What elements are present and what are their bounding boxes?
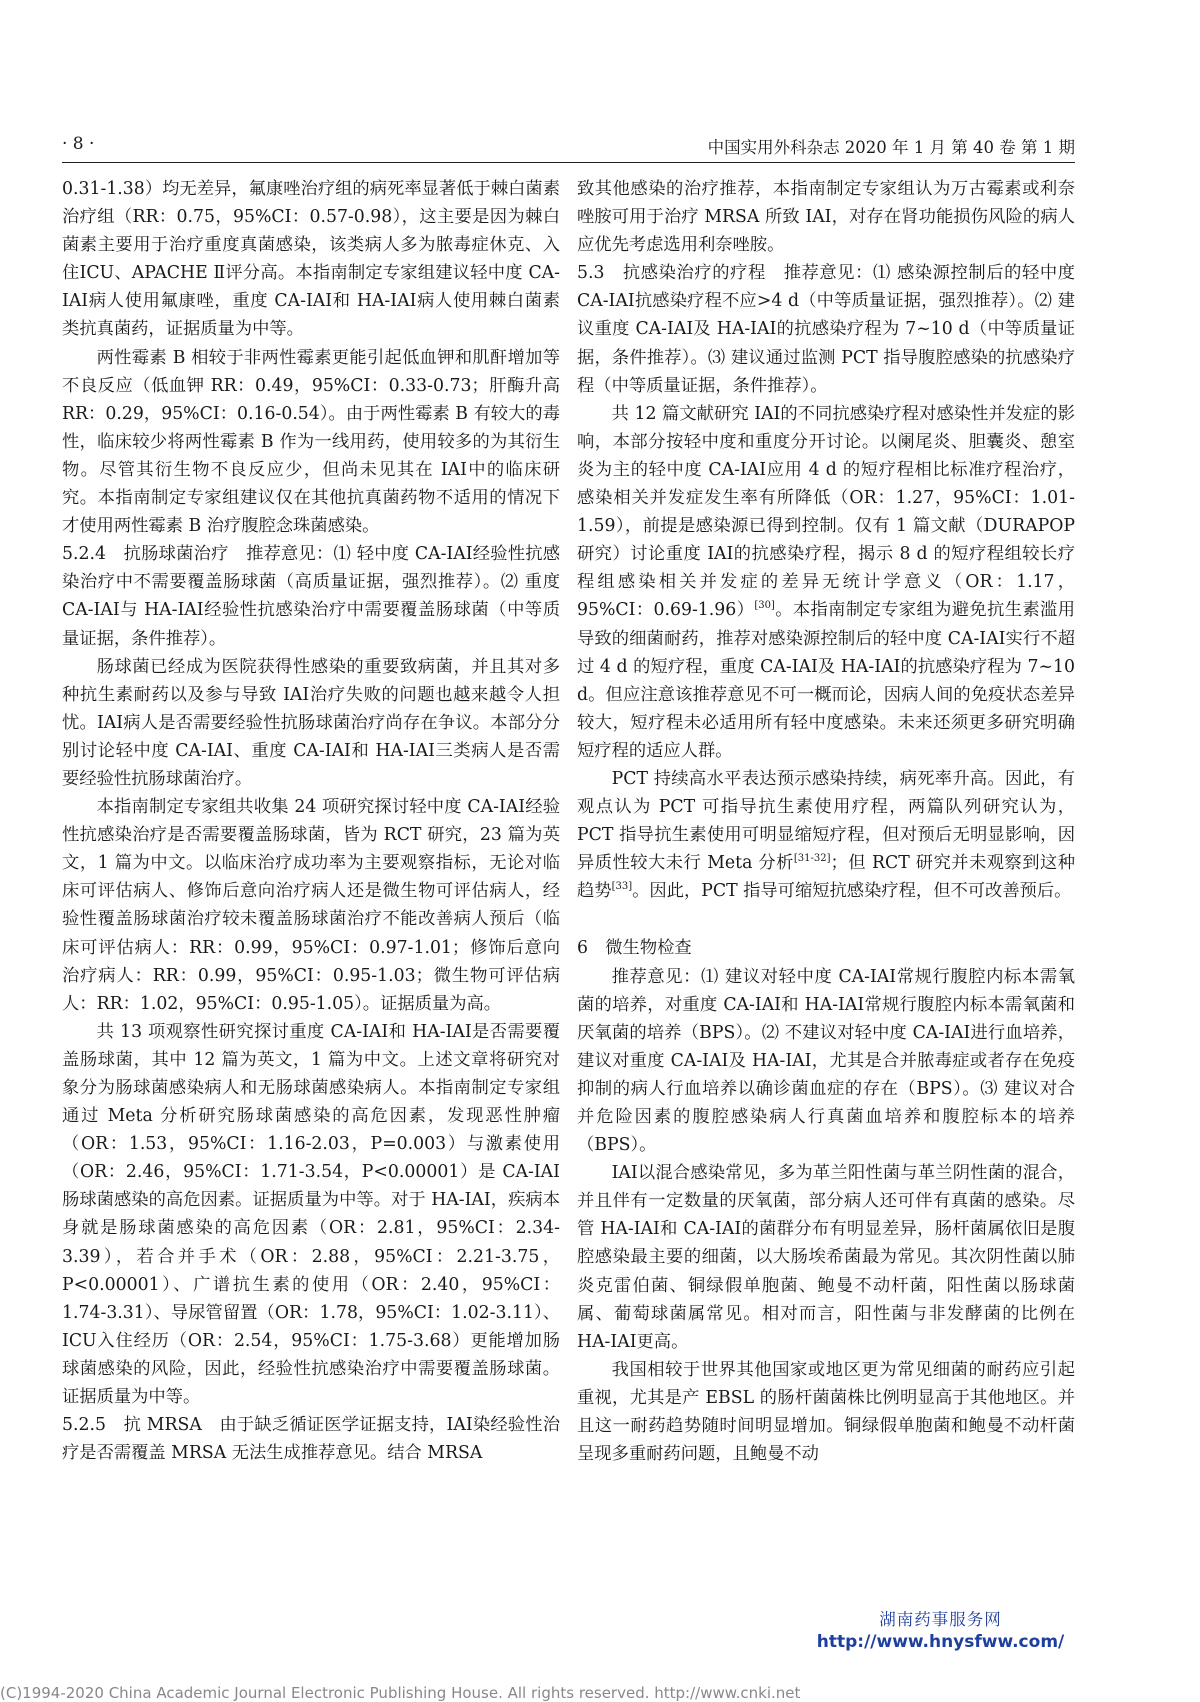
paragraph-amphotericin: 两性霉素 B 相较于非两性霉素更能引起低血钾和肌酐增加等不良反应（低血钾 RR：0.49，95%CI：0.33-0.73；肝酶升高 RR：0.29，95%CI：0.16-0.54）。由于两性霉素 B 有较大的毒性，临床较少将两性霉素 B 作为一线用药，使用较多的为其衍生物。尽管其衍生物不良反应少，但尚未见其在 IAI中的临床研究。本指南制定专家组建议仅在其他抗真菌药物不适用的情况下才使用两性霉素 B 治疗腹腔念珠菌感染。 xyxy=(62,347,560,537)
paragraph-course-duration-text-2: 。本指南制定专家组为避免抗生素滥用导致的细菌耐药，推荐对感染源控制后的轻中度 CA-IAI实行不超过 4 d 的短疗程，重度 CA-IAI及 HA-IAI的抗感染疗程为 7~10 d。但应注意该推荐意见不可一概而论，因病人间的免疫状态差异较大，短疗程未必适用所有轻中度感染。未来还须更多研究明确短疗程的适应人群。 xyxy=(577,600,1075,761)
section-5-3-recommendation: 5.3 抗感染治疗的疗程 推荐意见：⑴ 感染源控制后的轻中度 CA-IAI抗感染疗程不应>4 d（中等质量证据，强烈推荐）。⑵ 建议重度 CA-IAI及 HA-IAI的抗感染疗程为 7~10 d（中等质量证据，条件推荐）。⑶ 建议通过监测 PCT 指导腹腔感染的抗感染疗程（中等质量证据，条件推荐）。 xyxy=(577,263,1075,396)
paragraph-mild-ca-iai-evidence: 本指南制定专家组共收集 24 项研究探讨轻中度 CA-IAI经验性抗感染治疗是否需要覆盖肠球菌，皆为 RCT 研究，23 篇为英文，1 篇为中文。以临床治疗成功率为主要观察指标，无论对临床可评估病人、修饰后意向治疗病人还是微生物可评估病人，经验性覆盖肠球菌治疗较未覆盖肠球菌治疗不能改善病人预后（临床可评估病人：RR：0.99，95%CI：0.97-1.01；修饰后意向治疗病人：RR：0.99，95%CI：0.95-1.03；微生物可评估病人：RR：1.02，95%CI：0.95-1.05）。证据质量为高。 xyxy=(62,797,560,1014)
section-5-2-5-mrsa: 5.2.5 抗 MRSA 由于缺乏循证医学证据支持，IAI染经验性治疗是否需覆盖 MRSA 无法生成推荐意见。结合 MRSA xyxy=(62,1415,560,1464)
paragraph-course-duration xyxy=(577,400,1075,765)
page-number: · 8 · xyxy=(62,134,95,154)
paragraph-resistance: 我国相较于世界其他国家或地区更为常见细菌的耐药应引起重视，尤其是产 EBSL 的肠杆菌菌株比例明显高于其他地区。并且这一耐药趋势随时间明显增加。铜绿假单胞菌和鲍曼不动杆菌呈现多重耐药问题，且鲍曼不动 xyxy=(577,1359,1075,1465)
citation-30: [30] xyxy=(754,600,775,612)
citation-31-32: [31-32] xyxy=(793,853,831,865)
footer-copyright: (C)1994-2020 China Academic Journal Electronic Publishing House. All rights reserved. http://www.cnki.net xyxy=(0,1684,801,1702)
site-watermark xyxy=(808,1609,1073,1653)
journal-citation: 中国实用外科杂志 2020 年 1 月 第 40 卷 第 1 期 xyxy=(707,138,1075,157)
running-header xyxy=(62,128,1075,163)
paragraph-continuation: 0.31-1.38）均无差异，氟康唑治疗组的病死率显著低于棘白菌素治疗组（RR：0.75，95%CI：0.57-0.98），这主要是因为棘白菌素主要用于治疗重度真菌感染，该类病人多为脓毒症休克、入住ICU、APACHE Ⅱ评分高。本指南制定专家组建议轻中度 CA-IAI病人使用氟康唑，重度 CA-IAI和 HA-IAI病人使用棘白菌素类抗真菌药，证据质量为中等。 xyxy=(62,179,560,340)
right-column xyxy=(577,175,1075,1468)
paragraph-mixed-infection: IAI以混合感染常见，多为革兰阳性菌与革兰阴性菌的混合，并且伴有一定数量的厌氧菌，部分病人还可伴有真菌的感染。尽管 HA-IAI和 CA-IAI的菌群分布有明显差异，肠杆菌属依旧是腹腔感染最主要的细菌，以大肠埃希菌最为常见。其次阴性菌以肺炎克雷伯菌、铜绿假单胞菌、鲍曼不动杆菌，阳性菌以肠球菌属、葡萄球菌属常见。相对而言，阳性菌与非发酵菌的比例在 HA-IAI更高。 xyxy=(577,1163,1075,1352)
watermark-name: 湖南药事服务网 xyxy=(879,1610,1002,1629)
section-6-heading: 6 微生物检查 xyxy=(577,938,692,959)
citation-33: [33] xyxy=(611,881,633,893)
paragraph-pct-text-3: 。因此，PCT 指导可缩短抗感染疗程，但不可改善预后。 xyxy=(632,881,1072,902)
paragraph-pct-text-2: ；但 RCT 研究并未观察到这种趋势 xyxy=(577,853,1076,902)
left-column xyxy=(62,175,560,1467)
section-5-2-4-recommendation: 5.2.4 抗肠球菌治疗 推荐意见：⑴ 轻中度 CA-IAI经验性抗感染治疗中不需要覆盖肠球菌（高质量证据，强烈推荐）。⑵ 重度 CA-IAI与 HA-IAI经验性抗感染治疗中需要覆盖肠球菌（中等质量证据，条件推荐）。 xyxy=(62,544,560,649)
paragraph-pct xyxy=(577,765,1075,905)
paragraph-enterococcus-intro: 肠球菌已经成为医院获得性感染的重要致病菌，并且其对多种抗生素耐药以及参与导致 IAI治疗失败的问题也越来越令人担忧。IAI病人是否需要经验性抗肠球菌治疗尚存在争议。本部分分别讨论轻中度 CA-IAI、重度 CA-IAI和 HA-IAI三类病人是否需要经验性抗肠球菌治疗。 xyxy=(62,656,560,789)
paragraph-severe-ca-iai-evidence: 共 13 项观察性研究探讨重度 CA-IAI和 HA-IAI是否需要覆盖肠球菌，其中 12 篇为英文，1 篇为中文。上述文章将研究对象分为肠球菌感染病人和无肠球菌感染病人。本指南制定专家组通过 Meta 分析研究肠球菌感染的高危因素，发现恶性肿瘤（OR：1.53，95%CI：1.16-2.03，P=0.003）与激素使用（OR：2.46，95%CI：1.71-3.54，P<0.00001）是 CA-IAI肠球菌感染的高危因素。证据质量为中等。对于 HA-IAI，疾病本身就是肠球菌感染的高危因素（OR：2.81，95%CI：2.34-3.39），若合并手术（OR：2.88，95%CI：2.21-3.75，P<0.00001）、广谱抗生素的使用（OR：2.40，95%CI：1.74-3.31）、导尿管留置（OR：1.78，95%CI：1.02-3.11）、ICU入住经历（OR：2.54，95%CI：1.75-3.68）更能增加肠球菌感染的风险，因此，经验性抗感染治疗中需要覆盖肠球菌。证据质量为中等。 xyxy=(62,1021,560,1408)
paragraph-mrsa-continuation: 致其他感染的治疗推荐，本指南制定专家组认为万古霉素或利奈唑胺可用于治疗 MRSA 所致 IAI，对存在肾功能损伤风险的病人应优先考虑选用利奈唑胺。 xyxy=(577,179,1075,256)
paragraph-microbiology-recommendation: 推荐意见：⑴ 建议对轻中度 CA-IAI常规行腹腔内标本需氧菌的培养，对重度 CA-IAI和 HA-IAI常规行腹腔内标本需氧菌和厌氧菌的培养（BPS）。⑵ 不建议对轻中度 CA-IAI进行血培养，建议对重度 CA-IAI及 HA-IAI，尤其是合并脓毒症或者存在免疫抑制的病人行血培养以确诊菌血症的存在（BPS）。⑶ 建议对合并危险因素的腹腔感染病人行真菌血培养和腹腔标本的培养（BPS）。 xyxy=(577,966,1075,1156)
paragraph-course-duration-text: 共 12 篇文献研究 IAI的不同抗感染疗程对感染性并发症的影响，本部分按轻中度和重度分开讨论。以阑尾炎、胆囊炎、憩室炎为主的轻中度 CA-IAI应用 4 d 的短疗程相比标准疗程治疗，感染相关并发症发生率有所降低（OR：1.27，95%CI：1.01-1.59），前提是感染源已得到控制。仅有 1 篇文献（DURAPOP 研究）讨论重度 IAI的抗感染疗程，揭示 8 d 的短疗程组较长疗程组感染相关并发症的差异无统计学意义（OR：1.17，95%CI：0.69-1.96） xyxy=(577,403,1075,621)
paragraph-pct-text: PCT 持续高水平表达预示感染持续，病死率升高。因此，有观点认为 PCT 可指导抗生素使用疗程，两篇队列研究认为，PCT 指导抗生素使用可明显缩短疗程，但对预后无明显影响，因异质性较大未行 Meta 分析 xyxy=(577,768,1075,874)
watermark-url: http://www.hnysfww.com/ xyxy=(816,1632,1065,1652)
